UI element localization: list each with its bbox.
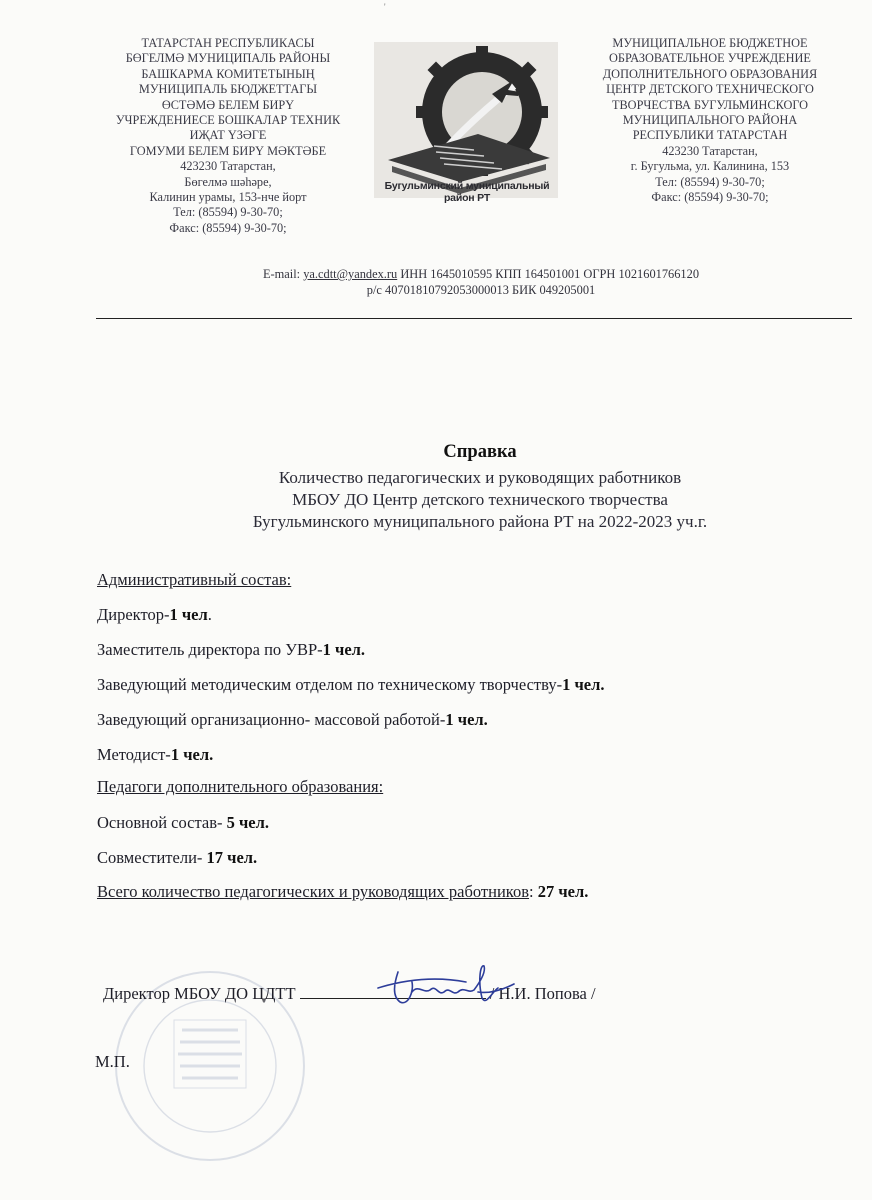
requisites-text: ИНН 1645010595 КПП 164501001 ОГРН 1021601766120 xyxy=(397,267,700,281)
header-right-line: Тел: (85594) 9-30-70; xyxy=(655,174,765,189)
logo-caption: Бугульминский муниципальный район РТ xyxy=(384,180,550,204)
row-count: 1 чел. xyxy=(322,640,366,659)
part-time-row xyxy=(97,848,257,868)
header-left-line: БӨГЕЛМӘ МУНИЦИПАЛЬ РАЙОНЫ xyxy=(125,51,331,66)
header-right-line: Факс: (85594) 9-30-70; xyxy=(651,190,769,205)
row-label: Методист- xyxy=(97,745,171,764)
document-title: Справка xyxy=(443,442,517,462)
deputy-row xyxy=(97,640,365,660)
document-subtitle xyxy=(0,467,872,533)
row-count: 1 чел. xyxy=(170,745,214,764)
header-left-line: ИҖАТ ҮЗӘГЕ xyxy=(189,128,267,143)
admin-heading: Административный состав: xyxy=(97,570,292,589)
contacts-line-1 xyxy=(100,266,862,282)
header-right-russian xyxy=(576,36,844,205)
director-row xyxy=(97,605,212,625)
total-row xyxy=(97,882,588,902)
row-count: 17 чел. xyxy=(206,848,258,867)
header-left-line: УЧРЕЖДЕНИЕСЕ БОШКАЛАР ТЕХНИК xyxy=(115,113,341,128)
row-label: Заведующий методическим отделом по техническому творчеству- xyxy=(97,675,563,694)
header-right-line: РЕСПУБЛИКИ ТАТАРСТАН xyxy=(632,128,788,143)
row-tail: . xyxy=(207,605,212,624)
row-label: Директор- xyxy=(97,605,170,624)
org-head-row xyxy=(97,710,488,730)
subtitle-line: МБОУ ДО Центр детского технического творчества xyxy=(292,490,668,509)
total-count: 27 чел. xyxy=(537,882,589,901)
header-right-line: ТВОРЧЕСТВА БУГУЛЬМИНСКОГО xyxy=(611,97,809,112)
contact-details xyxy=(100,266,862,298)
signatory-position: Директор МБОУ ДО ЦДТТ xyxy=(103,984,300,1003)
row-label: Совместители- xyxy=(97,848,207,867)
handwritten-signature-icon xyxy=(374,962,524,1012)
header-left-line: Бөгелмә шәһәре, xyxy=(184,174,272,189)
subtitle-line: Бугульминского муниципального района РТ на 2022-2023 уч.г. xyxy=(252,512,708,531)
row-label: Основной состав- xyxy=(97,813,227,832)
organization-logo xyxy=(374,42,558,198)
total-sep: : xyxy=(529,882,538,901)
header-left-tatar xyxy=(78,36,378,236)
header-left-line: Факс: (85594) 9-30-70; xyxy=(169,220,287,235)
header-right-line: г. Бугульма, ул. Калинина, 153 xyxy=(630,159,790,174)
header-left-line: ТАТАРСТАН РЕСПУБЛИКАСЫ xyxy=(141,36,315,50)
method-head-row xyxy=(97,675,604,695)
row-count: 5 чел. xyxy=(226,813,269,832)
row-label: Заведующий организационно- массовой работой- xyxy=(97,710,446,729)
stamp-placeholder-label: М.П. xyxy=(95,1052,130,1071)
email-link[interactable]: ya.cdtt@yandex.ru xyxy=(303,267,398,281)
header-left-line: ӨСТӘМӘ БЕЛЕМ БИРҮ xyxy=(161,97,295,112)
header-right-line: ЦЕНТР ДЕТСКОГО ТЕХНИЧЕСКОГО xyxy=(606,82,814,97)
header-left-line: БАШКАРМА КОМИТЕТЫНЫҢ xyxy=(141,66,315,81)
header-left-line: Калинин урамы, 153-нче йорт xyxy=(149,190,307,205)
header-left-line: Тел: (85594) 9-30-70; xyxy=(173,205,283,220)
header-right-line: ОБРАЗОВАТЕЛЬНОЕ УЧРЕЖДЕНИЕ xyxy=(609,51,811,66)
teachers-heading: Педагоги дополнительного образования: xyxy=(97,777,384,796)
row-label: Заместитель директора по УВР- xyxy=(97,640,323,659)
row-count: 1 чел xyxy=(169,605,208,624)
header-divider xyxy=(96,318,852,319)
header-left-line: МУНИЦИПАЛЬ БЮДЖЕТТАГЫ xyxy=(138,82,318,97)
row-count: 1 чел. xyxy=(445,710,488,729)
contacts-line-2: р/с 40701810792053000013 БИК 049205001 xyxy=(366,283,596,297)
header-right-line: МУНИЦИПАЛЬНОЕ БЮДЖЕТНОЕ xyxy=(612,36,808,50)
main-staff-row xyxy=(97,813,269,833)
email-label: E-mail: xyxy=(262,267,304,281)
header-right-line: 423230 Татарстан, xyxy=(662,143,758,158)
header-right-line: МУНИЦИПАЛЬНОГО РАЙОНА xyxy=(622,113,798,128)
gear-book-logo-icon xyxy=(374,42,558,198)
header-left-line: ГОМУМИ БЕЛЕМ БИРҮ МӘКТӘБЕ xyxy=(129,143,327,158)
total-label: Всего количество педагогических и руководящих работников xyxy=(97,882,530,901)
scan-speck: ' xyxy=(384,2,386,12)
row-count: 1 чел. xyxy=(562,675,605,694)
signatory-name: / Н.И. Попова / xyxy=(489,984,596,1003)
header-right-line: ДОПОЛНИТЕЛЬНОГО ОБРАЗОВАНИЯ xyxy=(602,66,818,81)
methodist-row xyxy=(97,745,213,765)
header-left-line: 423230 Татарстан, xyxy=(180,159,276,174)
subtitle-line: Количество педагогических и руководящих работников xyxy=(278,468,682,487)
